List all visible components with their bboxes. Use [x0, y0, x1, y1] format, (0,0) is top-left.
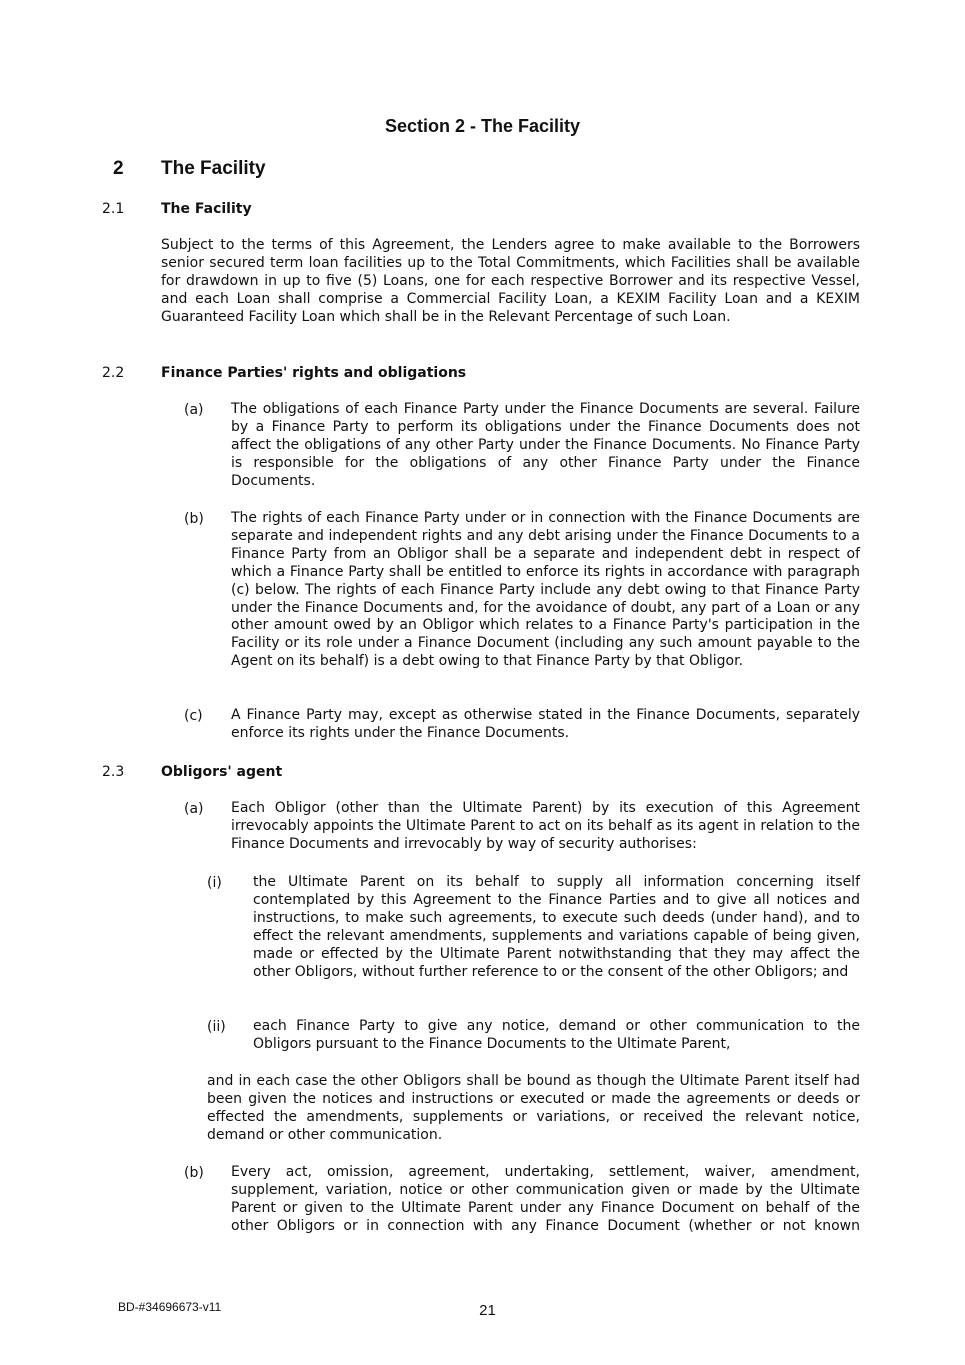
subitem-label: (i) [207, 875, 222, 891]
clause-body: Subject to the terms of this Agreement, the Lenders agree to make available to the Borrowers senior secured term loan facilities up to the Total Commitments, which Facilities shall be available for drawdown in up to five (5) Loans, one for each respective Borrower and its respective Vessel, and each Loan shall comprise a Commercial Facility Loan, a KEXIM Facility Loan and a KEXIM Guaranteed Facility Loan which shall be in the Relevant Percentage of such Loan. [161, 237, 860, 325]
section-title: Section 2 - The Facility [384, 116, 581, 136]
item-label: (a) [184, 801, 204, 817]
heading-number: 2 [113, 158, 124, 179]
item-label: (b) [184, 1165, 204, 1181]
page-number: 21 [479, 1302, 496, 1319]
subitem-label: (ii) [207, 1019, 226, 1035]
item-text: The obligations of each Finance Party under the Finance Documents are several. Failure by a Finance Party to perform its obligations under the Finance Documents does not affect the obligations of any other Party under the Finance Documents. No Finance Party is responsible for the obligations of any other Finance Party under the Finance Documents. [231, 401, 860, 489]
item-text: Every act, omission, agreement, undertaking, settlement, waiver, amendment, supplement, variation, notice or other communication given or made by the Ultimate Parent or given to the Ultimate Parent under any Finance Document on behalf of the other Obligors or in connection with any Finance Document (whether or not known [231, 1164, 860, 1234]
closing-text: and in each case the other Obligors shall be bound as though the Ultimate Parent itself had been given the notices and instructions or executed or made the agreements or deeds or effected the amendments, supplements or variations, or received the relevant notice, demand or other communication. [207, 1073, 860, 1143]
clause-number: 2.3 [102, 764, 125, 780]
subitem-text: the Ultimate Parent on its behalf to supply all information concerning itself contemplated by this Agreement to the Finance Parties and to give all notices and instructions, to make such agreements, to execute such deeds (under hand), and to effect the relevant amendments, supplements and variations capable of being given, made or effected by the Ultimate Parent notwithstanding that they may affect the other Obligors, without further reference to or the consent of the other Obligors; and [253, 874, 860, 980]
clause-title: Obligors' agent [161, 764, 283, 780]
item-label: (a) [184, 402, 204, 418]
clause-number: 2.1 [102, 201, 125, 217]
item-label: (c) [184, 708, 203, 724]
item-label: (b) [184, 511, 204, 527]
clause-number: 2.2 [102, 365, 125, 381]
item-text: A Finance Party may, except as otherwise stated in the Finance Documents, separately enforce its rights under the Finance Documents. [231, 707, 860, 741]
heading-title: The Facility [161, 158, 266, 179]
clause-title: The Facility [161, 201, 252, 217]
document-reference: BD-#34696673-v11 [118, 1300, 222, 1314]
item-text: The rights of each Finance Party under or in connection with the Finance Documents are separate and independent rights and any debt arising under the Finance Documents to a Finance Party from an Obligor shall be a separate and independent debt in respect of which a Finance Party shall be entitled to enforce its rights in accordance with paragraph (c) below. The rights of each Finance Party include any debt owing to that Finance Party under the Finance Documents and, for the avoidance of doubt, any part of a Loan or any other amount owed by an Obligor which relates to a Finance Party's participation in the Facility or its role under a Finance Document (including any such amount payable to the Agent on its behalf) is a debt owing to that Finance Party by that Obligor. [231, 510, 860, 670]
subitem-text: each Finance Party to give any notice, demand or other communication to the Obligors pursuant to the Finance Documents to the Ultimate Parent, [253, 1018, 860, 1052]
clause-title: Finance Parties' rights and obligations [161, 365, 467, 381]
item-text: Each Obligor (other than the Ultimate Parent) by its execution of this Agreement irrevocably appoints the Ultimate Parent to act on its behalf as its agent in relation to the Finance Documents and irrevocably by way of security authorises: [231, 800, 860, 852]
